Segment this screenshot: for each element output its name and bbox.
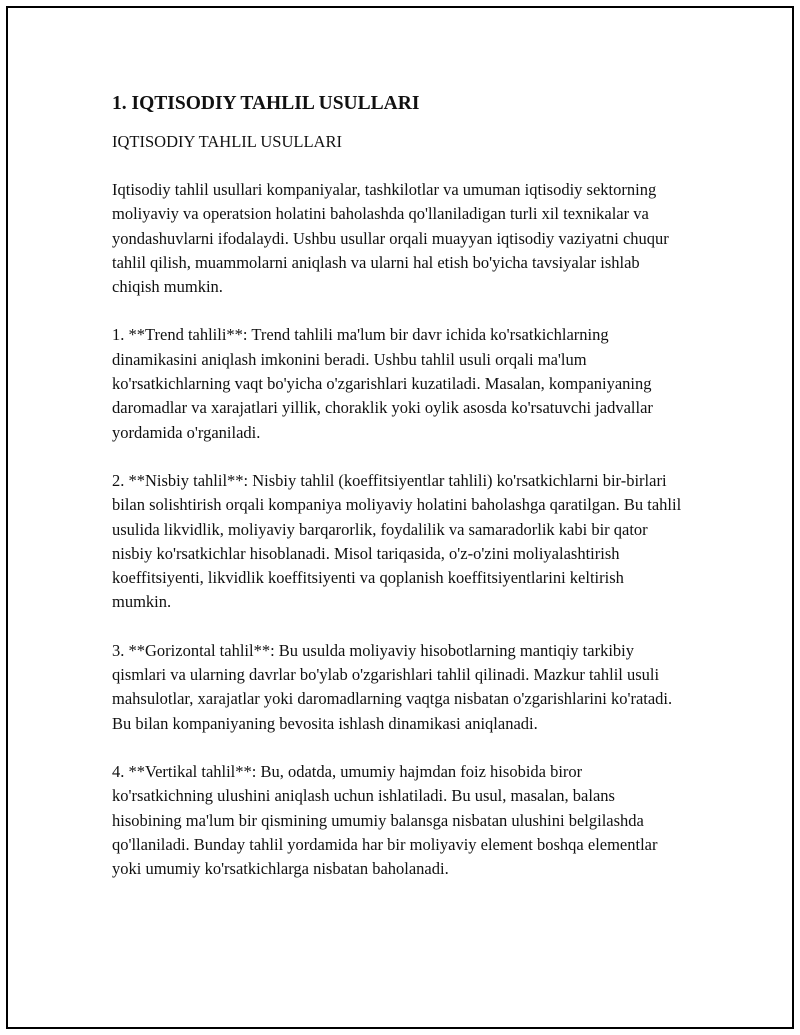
document-subtitle: IQTISODIY TAHLIL USULLARI — [112, 132, 342, 151]
intro-paragraph: Iqtisodiy tahlil usullari kompaniyalar, tashkilotlar va umuman iqtisodiy sektorning moliyaviy va operatsion holatini baholashda qo'llaniladigan turli xil texnikalar va yondashuvlarni ifodalaydi. Ushbu usullar orqali muayyan iqtisodiy vaziyatni chuqur tahlil qilish, muammolarni aniqlash va ularni hal etish bo'yicha tavsiyalar ishlab chiqish mumkin. — [112, 180, 669, 297]
vertical-analysis-paragraph: 4. **Vertikal tahlil**: Bu, odatda, umumiy hajmdan foiz hisobida biror ko'rsatkichning ulushini aniqlash uchun ishlatiladi. Bu usul, masalan, balans hisobining ma'lum bir qismining umumiy balansga nisbatan ulushini belgilashda qo'llaniladi. Bunday tahlil yordamida har bir moliyaviy element boshqa elementlar yoki umumiy ko'rsatkichlarga nisbatan baholanadi. — [112, 761, 658, 879]
horizontal-analysis-paragraph: 3. **Gorizontal tahlil**: Bu usulda moliyaviy hisobotlarning mantiqiy tarkibiy qismlari va ularning davrlar bo'ylab o'zgarishlari tahlil qilinadi. Mazkur tahlil usuli mahsulotlar, xarajatlar yoki daromadlarning vaqtga nisbatan o'zgarishlarini ko'ratadi. Bu bilan kompaniyaning bevosita ishlash dinamikasi aniqlanadi. — [112, 640, 673, 733]
ratio-analysis-paragraph: 2. **Nisbiy tahlil**: Nisbiy tahlil (koeffitsiyentlar tahlili) ko'rsatkichlarni bir-birlari bilan solishtirish orqali kompaniya moliyaviy holatini baholashga qaratilgan. Bu tahlil usulida likvidlik, moliyaviy barqarorlik, foydalilik va samaradorlik kabi bir qator nisbiy ko'rsatkichlar hisoblanadi. Misol tariqasida, o'z-o'zini moliyalashtirish koeffitsiyenti, likvidlik koeffitsiyenti va qoplanish koeffitsiyentlarini keltirish mumkin. — [112, 470, 682, 612]
document-body — [112, 90, 682, 881]
trend-analysis-paragraph: 1. **Trend tahlili**: Trend tahlili ma'lum bir davr ichida ko'rsatkichlarning dinamikasini aniqlash imkonini beradi. Ushbu tahlil usuli orqali ma'lum ko'rsatkichlarning vaqt bo'yicha o'zgarishlari kuzatiladi. Masalan, kompaniyaning daromadlar va xarajatlari yillik, choraklik yoki oylik asosda ko'rsatuvchi jadvallar yordamida o'rganiladi. — [112, 325, 653, 442]
document-heading: 1. IQTISODIY TAHLIL USULLARI — [112, 93, 420, 114]
